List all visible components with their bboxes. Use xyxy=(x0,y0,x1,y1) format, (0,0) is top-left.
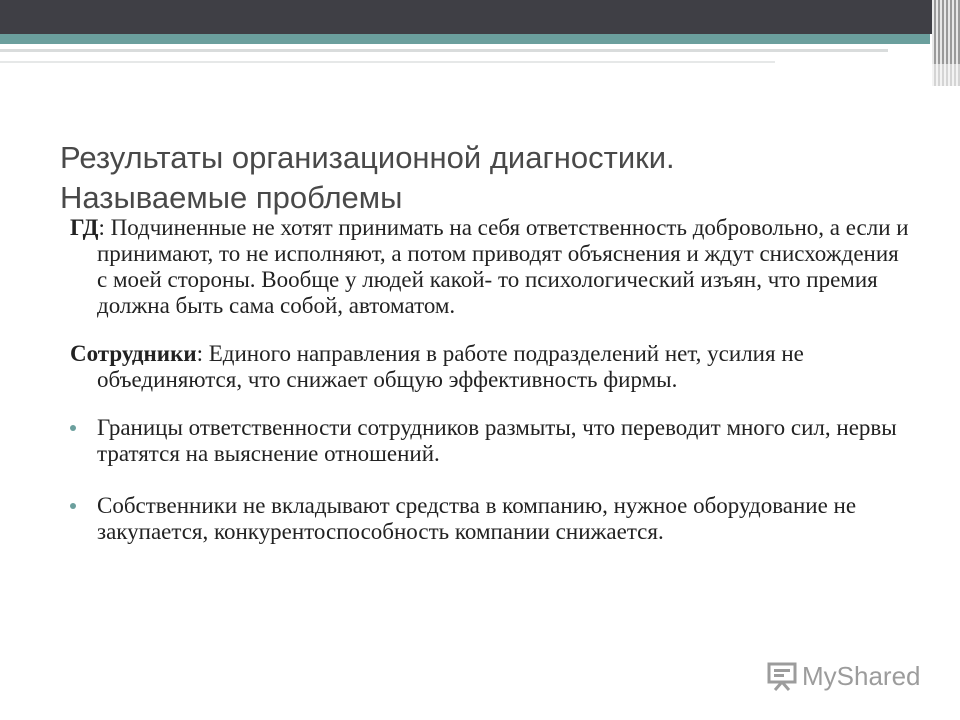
gd-label: ГД xyxy=(70,215,99,240)
bullet-item xyxy=(70,415,910,467)
slide-title-line-2: Называемые проблемы xyxy=(60,180,403,215)
staff-label: Сотрудники xyxy=(70,341,197,366)
bullet-dot-icon xyxy=(70,503,76,509)
decorative-line xyxy=(0,49,888,52)
myshared-watermark xyxy=(766,656,921,696)
right-stripes xyxy=(932,0,960,64)
decorative-line xyxy=(0,61,775,63)
bullet-dot-icon xyxy=(70,425,76,431)
watermark-text: MyShared xyxy=(802,660,921,691)
top-dark-bar xyxy=(0,0,960,34)
bullet-text: Границы ответственности сотрудников размыты, что переводит много сил, нервы тратятся на выяснение отношений. xyxy=(97,415,897,466)
slide-content xyxy=(70,215,910,571)
staff-paragraph xyxy=(70,341,910,393)
slide-title-line-1: Результаты организационной диагностики. xyxy=(60,140,675,175)
slide-title xyxy=(60,138,880,218)
presentation-board-icon xyxy=(766,660,798,692)
right-stripes xyxy=(932,64,960,86)
bullet-item xyxy=(70,493,910,545)
teal-accent-band xyxy=(0,34,930,44)
gd-text: : Подчиненные не хотят принимать на себя ответственность добровольно, а если и принимают, то не исполняют, а потом приводят объяснения и ждут снисхождения с моей стороны. Вообще у людей какой- то психологический изъян, что премия должна быть сама собой, автоматом. xyxy=(97,215,909,318)
gd-paragraph xyxy=(70,215,910,319)
staff-text: : Единого направления в работе подразделений нет, усилия не объединяются, что снижает общую эффективность фирмы. xyxy=(97,341,804,392)
bullet-text: Собственники не вкладывают средства в компанию, нужное оборудование не закупается, конкурентоспособность компании снижается. xyxy=(97,493,857,544)
